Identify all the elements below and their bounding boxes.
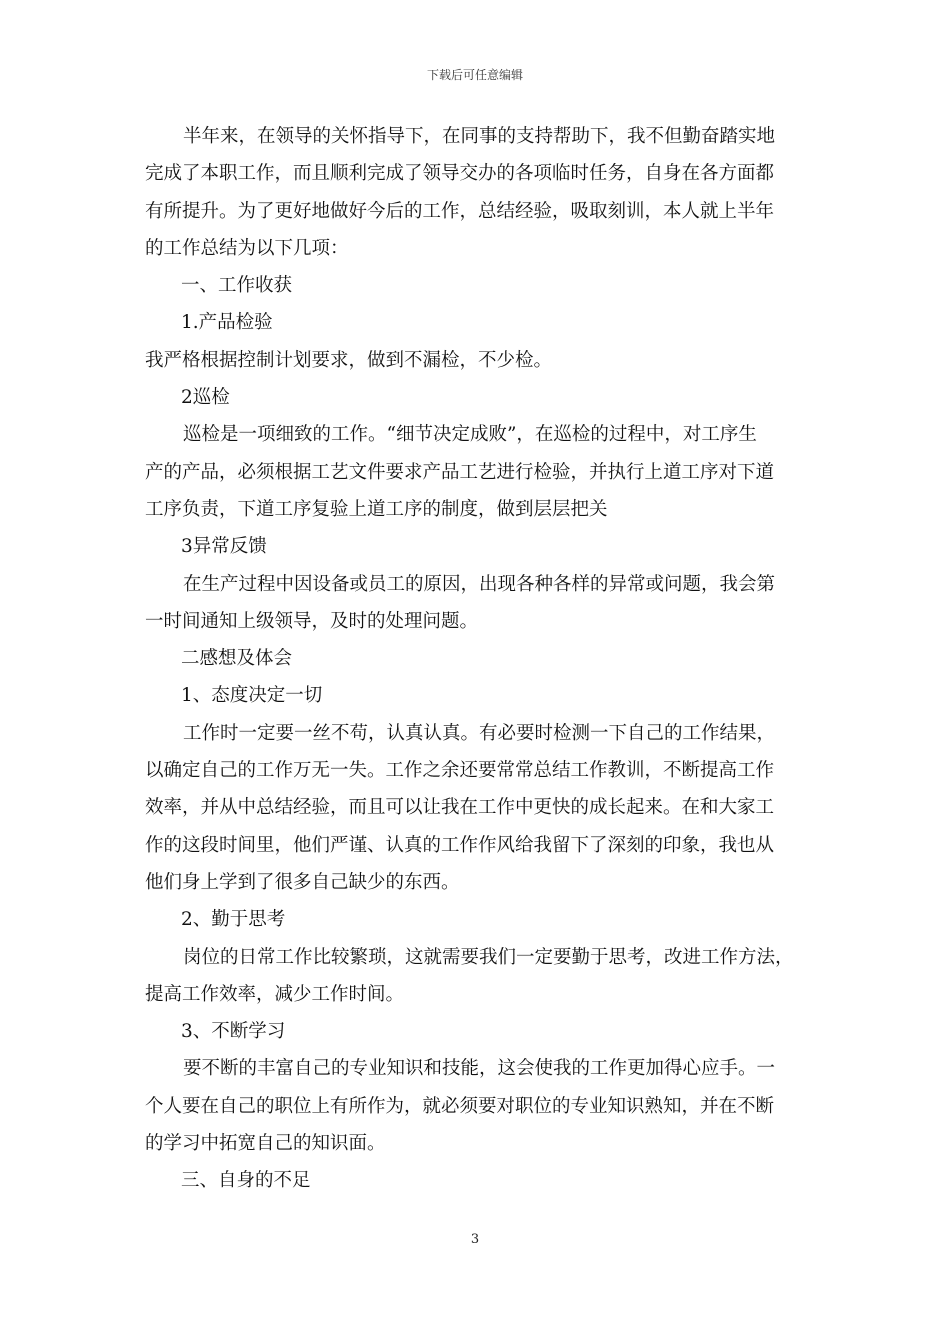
paragraph-line: 要不断的丰富自己的专业知识和技能，这会使我的工作更加得心应手。一 [183, 1058, 776, 1080]
section-heading: 二感想及体会 [181, 648, 293, 670]
paragraph-line: 他们身上学到了很多自己缺少的东西。 [145, 871, 460, 893]
paragraph-line: 有所提升。为了更好地做好今后的工作，总结经验，吸取刻训，本人就上半年 [145, 200, 775, 222]
paragraph-line: 巡检是一项细致的工作。“细节决定成败”，在巡检的过程中，对工序生 [183, 424, 757, 446]
subsection-heading: 2巡检 [181, 387, 230, 409]
paragraph-line: 一时间通知上级领导，及时的处理问题。 [145, 610, 479, 632]
paragraph-line: 提高工作效率，减少工作时间。 [145, 983, 405, 1005]
paragraph-line: 半年来，在领导的关怀指导下，在同事的支持帮助下，我不但勤奋踏实地 [183, 126, 776, 147]
subsection-heading: 1、态度决定一切 [181, 685, 323, 707]
document-body [145, 118, 810, 1200]
paragraph-line: 产的产品，必须根据工艺文件要求产品工艺进行检验，并执行上道工序对下道 [145, 461, 775, 483]
section-heading: 三、自身的不足 [181, 1170, 311, 1192]
page-header: 下载后可任意编辑 [426, 68, 523, 82]
paragraph-line: 工序负责，下道工序复验上道工序的制度，做到层层把关 [145, 498, 608, 520]
paragraph-line: 在生产过程中因设备或员工的原因，出现各种各样的异常或问题，我会第 [183, 573, 776, 595]
subsection-heading: 2、勤于思考 [181, 909, 286, 931]
subsection-heading: 3异常反馈 [181, 536, 267, 558]
paragraph-line: 的学习中拓宽自己的知识面。 [145, 1133, 386, 1155]
paragraph-line: 效率，并从中总结经验，而且可以让我在工作中更快的成长起来。在和大家工 [145, 797, 775, 819]
paragraph-line: 个人要在自己的职位上有所作为，就必须要对职位的专业知识熟知，并在不断 [145, 1095, 775, 1117]
subsection-heading: 1.产品检验 [181, 312, 273, 334]
page-number: 3 [470, 1232, 480, 1247]
paragraph-line: 岗位的日常工作比较繁琐，这就需要我们一定要勤于思考，改进工作方法， [183, 946, 794, 968]
section-heading: 一、工作收获 [181, 275, 293, 297]
paragraph-line: 工作时一定要一丝不苟，认真认真。有必要时检测一下自己的工作结果， [183, 722, 776, 744]
paragraph-line: 的工作总结为以下几项： [145, 237, 349, 259]
paragraph-line: 完成了本职工作，而且顺利完成了领导交办的各项临时任务，自身在各方面都 [145, 163, 775, 185]
paragraph-line: 作的这段时间里，他们严谨、认真的工作作风给我留下了深刻的印象，我也从 [145, 834, 775, 856]
paragraph-line: 我严格根据控制计划要求，做到不漏检，不少检。 [145, 349, 553, 371]
paragraph-line: 以确定自己的工作万无一失。工作之余还要常常总结工作教训，不断提高工作 [145, 760, 775, 782]
subsection-heading: 3、不断学习 [181, 1021, 286, 1043]
